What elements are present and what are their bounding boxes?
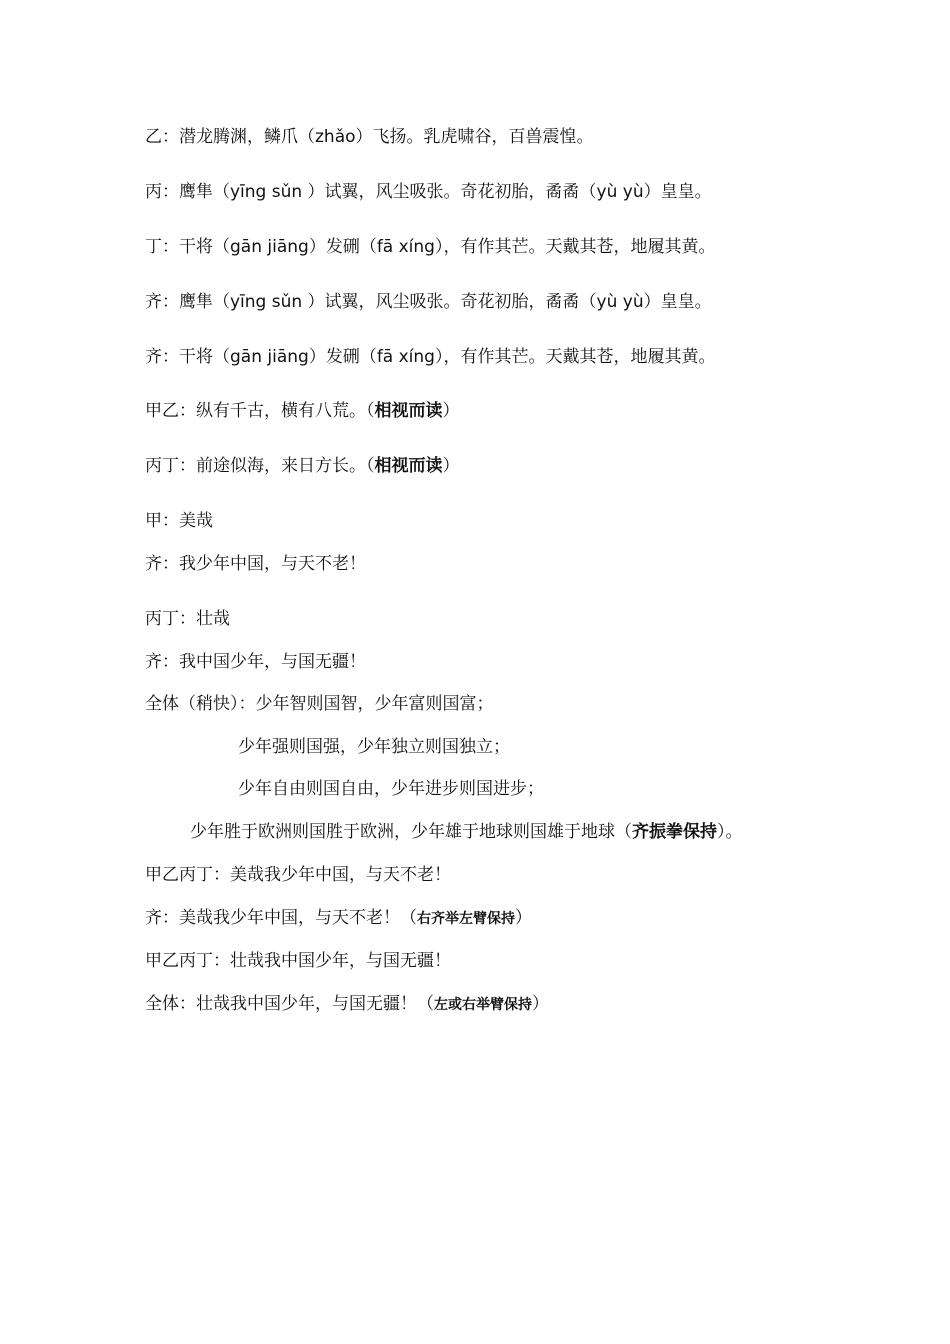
script-line: 齐：鹰隼（yīng sǔn ）试翼，风尘吸张。奇花初胎，矞矞（yù yù）皇皇。 — [145, 292, 712, 312]
script-line: 全体：壮哉我中国少年，与国无疆！（左或右举臂保持） — [145, 994, 549, 1014]
stage-direction: 齐振拳保持 — [632, 822, 717, 842]
script-line: 全体（稍快）：少年智则国智，少年富则国富； — [145, 694, 494, 714]
stage-direction: 右齐举左臂保持 — [417, 911, 515, 927]
script-line: 丙丁：前途似海，来日方长。（相视而读） — [145, 456, 460, 476]
script-line: 少年自由则国自由，少年进步则国进步； — [238, 779, 544, 799]
script-line: 甲乙丙丁：壮哉我中国少年，与国无疆！ — [145, 951, 451, 971]
stage-direction: 相视而读 — [374, 401, 443, 421]
script-line: 乙：潜龙腾渊，鳞爪（zhǎo）飞扬。乳虎啸谷，百兽震惶。 — [145, 127, 594, 147]
script-line: 齐：干将（gān jiāng）发硎（fā xíng），有作其芒。天戴其苍，地履其黄。 — [145, 347, 716, 367]
script-line: 甲：美哉 — [145, 511, 213, 531]
script-line: 甲乙：纵有千古，横有八荒。（相视而读） — [145, 401, 460, 421]
script-line: 齐：我少年中国，与天不老！ — [145, 554, 366, 574]
stage-direction: 相视而读 — [374, 456, 443, 476]
stage-direction: 左或右举臂保持 — [434, 997, 532, 1013]
script-line: 甲乙丙丁：美哉我少年中国，与天不老！ — [145, 865, 451, 885]
script-line: 丙：鹰隼（yīng sǔn ）试翼，风尘吸张。奇花初胎，矞矞（yù yù）皇皇。 — [145, 182, 712, 202]
script-line: 齐：我中国少年，与国无疆！ — [145, 652, 366, 672]
script-line: 少年胜于欧洲则国胜于欧洲，少年雄于地球则国雄于地球（齐振拳保持）。 — [190, 822, 743, 842]
script-line: 丙丁：壮哉 — [145, 609, 230, 629]
script-line: 少年强则国强，少年独立则国独立； — [238, 737, 510, 757]
script-line: 丁：干将（gān jiāng）发硎（fā xíng），有作其芒。天戴其苍，地履其黄。 — [145, 237, 716, 257]
script-line: 齐：美哉我少年中国，与天不老！（右齐举左臂保持） — [145, 908, 532, 928]
